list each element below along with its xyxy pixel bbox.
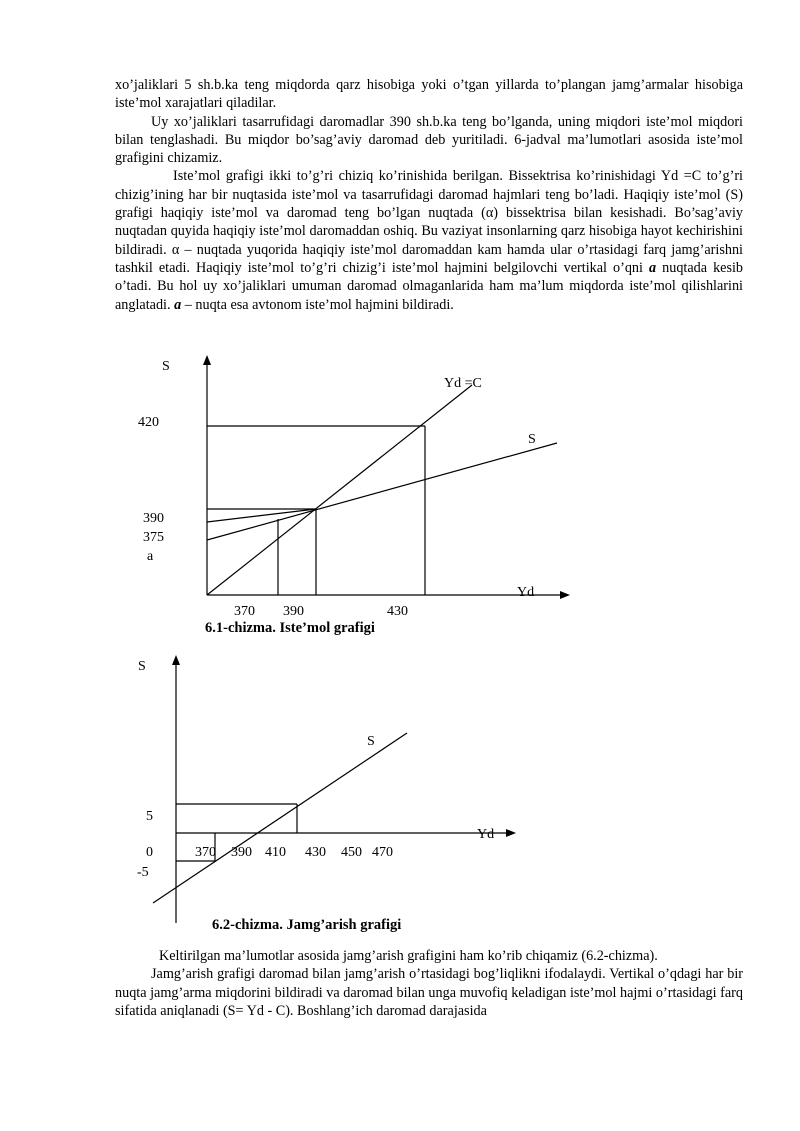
fig2-tick-410: 410 [265,845,286,860]
fig1-tick-375: 375 [143,530,164,545]
fig2-tick-390: 390 [231,845,252,860]
fig1-x-label: Yd [517,585,535,600]
fig2-tick-0: 0 [146,845,153,860]
figure-consumption-graph [0,345,800,645]
fig1-s-line [207,443,557,540]
fig1-tick-390: 390 [143,511,164,526]
text-bottom [115,947,743,1020]
text-top [115,76,743,314]
fig1-caption: 6.1-chizma. Iste’mol grafigi [205,620,375,636]
fig2-tick-minus5: -5 [137,865,149,880]
fig1-bisector-line [207,385,472,595]
paragraph-4: Keltirilgan ma’lumotlar asosida jamg’arish grafigini ham ko’rib chiqamiz (6.2-chizma). [159,948,658,964]
fig2-y-label: S [138,659,146,674]
fig2-tick-470: 470 [372,845,393,860]
fig2-s-label: S [367,734,375,749]
fig1-x-arrow-icon [560,591,570,599]
fig1-tick-a: a [147,549,154,564]
fig1-y-label: S [162,359,170,374]
paragraph-5: Jamg’arish grafigi daromad bilan jamg’arish o’rtasidagi bog’liqlikni ifodalaydi. Vertikal o’qdagi har bir nuqta jamg’arma miqdorini bildiradi va daromad bilan unga muvofiq keladigan iste’mol hajmi o’rtasidagi farq sifatida aniqlanadi (S= Yd - C). Boshlang’ich daromad darajasida [115,966,743,1019]
fig2-x-label: Yd [477,827,495,842]
fig1-tick-420: 420 [138,415,159,430]
figure-savings-graph [0,645,800,925]
fig2-x-arrow-icon [506,829,516,837]
fig1-s-label: S [528,432,536,447]
fig2-caption: 6.2-chizma. Jamg’arish grafigi [212,917,402,933]
fig1-tick-430: 430 [387,604,408,619]
fig2-tick-5: 5 [146,809,153,824]
fig1-bisector-label: Yd =C [444,376,482,391]
fig1-tick-390x: 390 [283,604,304,619]
fig1-guide-375 [207,509,316,522]
fig2-tick-370: 370 [195,845,216,860]
fig1-y-arrow-icon [203,355,211,365]
fig2-y-arrow-icon [172,655,180,665]
fig2-tick-430: 430 [305,845,326,860]
paragraph-3: Iste’mol grafigi ikki to’g’ri chiziq ko’rinishida berilgan. Bissektrisa ko’rinishidagi Yd =C to’g’ri chizig’ining har bir nuqtasida iste’mol va tasarrufidagi daromad hajmlari teng bo’ladi. Haqiqiy iste’mol (S) grafigi haqiqiy iste’mol va daromad teng bo’lgan nuqtada (α) bissektrisa bilan kesishadi. Bo’sag’aviy nuqtadan quyida haqiqiy iste’mol daromaddan oshiq. Bu vaziyat insonlarning qarz hisobiga hayot kechirishini bildiradi. α – nuqtada yuqorida haqiqiy iste’mol daromaddan kam hamda ular o’rtasidagi farq jamg’arishni tashkil etadi. Haqiqiy iste’mol to’g’ri chizig’i iste’mol hajmini belgilovchi vertikal o’qni a nuqtada kesib o’tadi. Bu hol uy xo’jaliklari umuman daromad olmaganlarida ham ma’lum miqdorda iste’mol qilishlarini anglatadi. a – nuqta esa avtonom iste’mol hajmini bildiradi. [115,168,744,313]
paragraph-2: Uy xo’jaliklari tasarrufidagi daromadlar 390 sh.b.ka teng bo’lganda, uning miqdori iste’mol miqdori bilan tenglashadi. Bu miqdor bo’sag’aviy daromad deb yuritiladi. 6-jadval ma’lumotlari asosida iste’mol grafigini chizamiz. [115,113,743,167]
fig2-s-line [153,733,407,903]
fig2-tick-450: 450 [341,845,362,860]
paragraph-1: xo’jaliklari 5 sh.b.ka teng miqdorda qarz hisobiga yoki o’tgan yillarda to’plangan jamg’armalar hisobiga iste’mol xarajatlari qiladilar. [115,77,743,112]
fig1-tick-370: 370 [234,604,255,619]
